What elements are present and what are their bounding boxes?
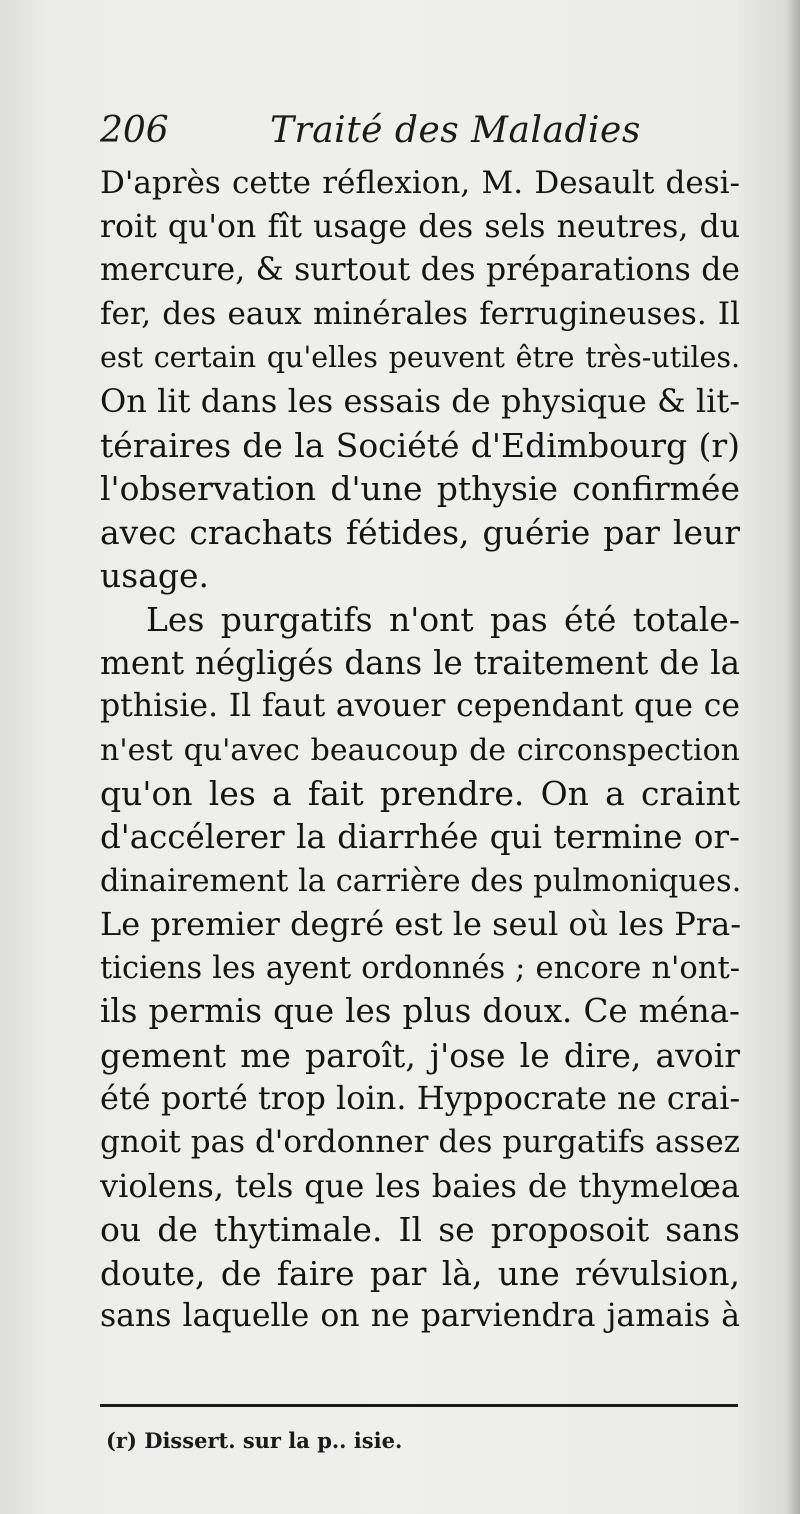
text-line: avec crachats fétides, guérie par leur [100,512,740,552]
body-text [100,162,740,1339]
text-line: dinairement la carrière des pulmoniques. [100,863,742,899]
page-number: 206 [100,110,169,151]
text-line: d'accélerer la diarrhée qui termine or- [100,817,740,856]
text-line: Les purgatifs n'ont pas été totale- [146,599,740,639]
text-line: ment négligés dans le traitement de la [100,643,740,682]
text-line: été porté trop loin. Hyppocrate ne crai- [100,1079,741,1118]
footnote-rule [100,1404,738,1407]
text-line: Le premier degré est le seul où les Pra- [100,905,742,944]
page-edge-shadow [786,0,800,1514]
text-line: usage. [100,556,210,596]
text-line: qu'on les a fait prendre. On a craint [100,774,740,814]
text-line: On lit dans les essais de physique & lit- [100,381,740,420]
page-header [100,110,740,162]
text-line: téraires de la Société d'Edimbourg (r) [100,425,740,465]
text-line: ticiens les ayent ordonnés ; encore n'ont- [100,950,740,986]
text-line: roit qu'on fît usage des sels neutres, du [100,208,740,245]
text-line: ou de thytimale. Il se proposoit sans [100,1210,740,1250]
text-line: gnoit pas d'ordonner des purgatifs assez [100,1124,740,1161]
text-line: violens, tels que les baies de thymelœa [100,1166,740,1205]
text-line: mercure, & surtout des préparations de [100,252,740,289]
text-line: pthisie. Il faut avouer cependant que ce [100,688,740,725]
text-line: sans laquelle on ne parviendra jamais à [100,1298,740,1335]
text-line: est certain qu'elles peuvent être très-utiles. [100,341,740,375]
text-line: doute, de faire par là, une révulsion, [100,1253,740,1293]
text-line: n'est qu'avec beaucoup de circonspection [100,732,740,768]
text-line: D'après cette réflexion, M. Desault desi- [100,165,740,201]
running-title: Traité des Maladies [270,110,641,151]
text-line: l'observation d'une pthysie confirmée [100,469,740,509]
text-line: gement me paroît, j'ose le dire, avoir [100,1035,740,1075]
footnote: (r) Dissert. sur la p.. isie. [106,1428,403,1453]
text-line: ils permis que les plus doux. Ce ména- [100,992,740,1031]
text-line: fer, des eaux minérales ferrugineuses. Il [100,295,740,332]
